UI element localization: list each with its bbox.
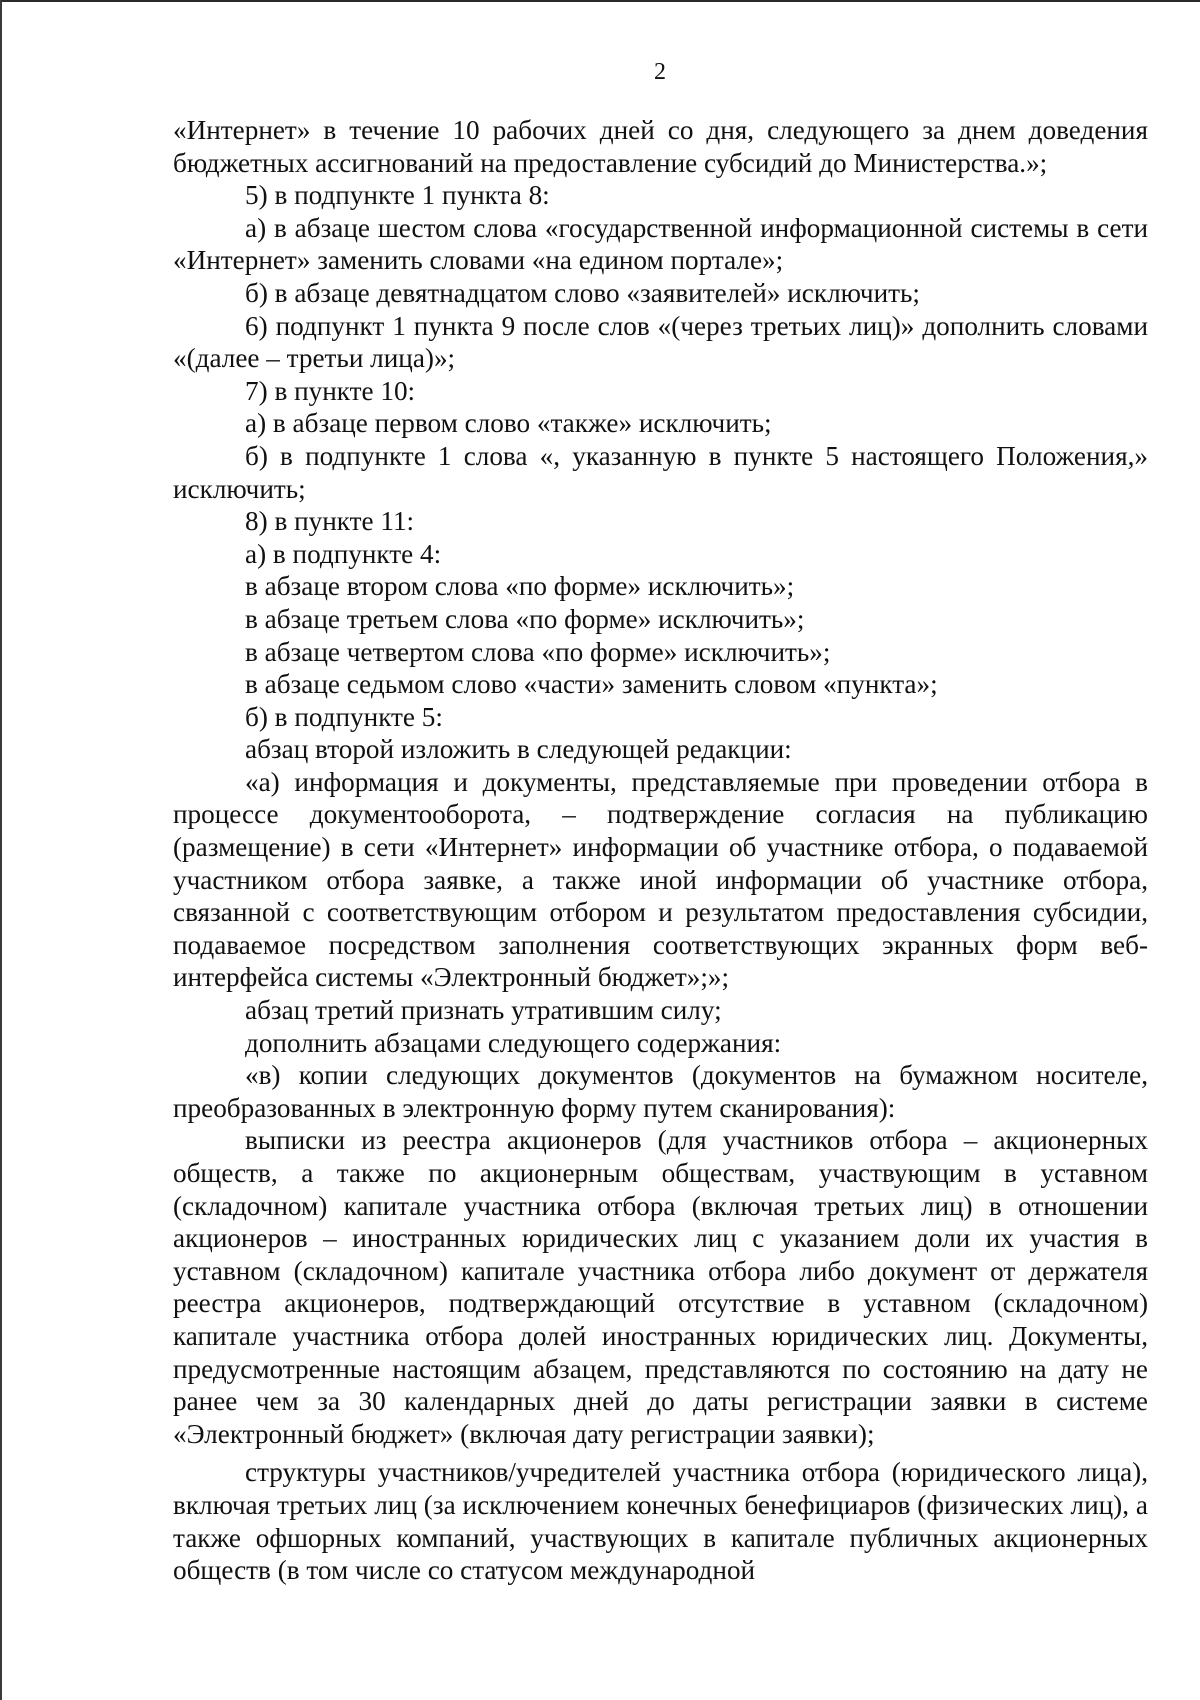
page-top-edge (0, 0, 1200, 2)
paragraph-item-8a: а) в подпункте 4: (245, 538, 442, 569)
paragraph-item-8a-line-4: в абзаце седьмом слово «части» заменить словом «пункта»; (245, 669, 938, 700)
paragraph-item-8: 8) в пункте 11: (245, 506, 415, 537)
paragraph-quote-v: «в) копии следующих документов (документов на бумажном носителе, преобразованных в электронную форму путем сканирования): (173, 1060, 1148, 1123)
paragraph-item-8b: б) в подпункте 5: (245, 701, 443, 732)
paragraph-item-5b: б) в абзаце девятнадцатом слово «заявителей» исключить; (245, 277, 920, 308)
paragraph-item-8b-line-3: дополнить абзацами следующего содержания: (245, 1027, 782, 1058)
paragraph-item-8a-line-1: в абзаце втором слова «по форме» исключить»; (245, 571, 795, 602)
paragraph-item-8b-line-1: абзац второй изложить в следующей редакции: (245, 734, 792, 765)
paragraph-item-5a: а) в абзаце шестом слова «государственной информационной системы в сети «Интернет» заменить словами «на едином портале»; (173, 212, 1148, 276)
paragraph-item-5: 5) в подпункте 1 пункта 8: (245, 180, 550, 211)
page-number: 2 (654, 59, 666, 85)
paragraph-item-8a-line-3: в абзаце четвертом слова «по форме» исключить»; (245, 636, 831, 667)
document-body (173, 114, 1148, 1587)
paragraph-item-7: 7) в пункте 10: (245, 375, 416, 406)
paragraph-continuation: «Интернет» в течение 10 рабочих дней со дня, следующего за днем доведения бюджетных ассигнований на предоставление субсидий до Министерства.»; (173, 115, 1148, 178)
paragraph-shareholder-register: выписки из реестра акционеров (для участников отбора – акционерных обществ, а также по акционерным обществам, участвующим в уставном (складочном) капитале участника отбора (включая третьих лиц) в отношении акционеров – иностранных юридических лиц с указанием доли их участия в уставном (складочном) капитале участника отбора либо документ от держателя реестра акционеров, подтверждающий отсутствие в уставном (складочном) капитале участника отбора долей иностранных юридических лиц. Документы, предусмотренные настоящим абзацем, представляются по состоянию на дату не ранее чем за 30 календарных дней до даты регистрации заявки в системе «Электронный бюджет» (включая дату регистрации заявки); (173, 1125, 1148, 1449)
paragraph-item-8a-line-2: в абзаце третьем слова «по форме» исключить»; (245, 603, 805, 634)
paragraph-item-7b: б) в подпункте 1 слова «, указанную в пункте 5 настоящего Положения,» исключить; (173, 440, 1148, 504)
paragraph-quote-a: «а) информация и документы, представляемые при проведении отбора в процессе документооборота, – подтверждение согласия на публикацию (размещение) в сети «Интернет» информации об участнике отбора, о подаваемой участником отбора заявке, а также иной информации об участнике отбора, связанной с соответствующим отбором и результатом предоставления субсидии, подаваемое посредством заполнения соответствующих экранных форм веб-интерфейса системы «Электронный бюджет»;»; (173, 766, 1148, 993)
paragraph-item-8b-line-2: абзац третий признать утратившим силу; (245, 995, 722, 1026)
paragraph-item-7a: а) в абзаце первом слово «также» исключить; (245, 408, 772, 439)
paragraph-participant-structure: структуры участников/учредителей участника отбора (юридического лица), включая третьих лиц (за исключением конечных бенефициаров (физических лиц), а также офшорных компаний, участвующих в капитале публичных акционерных обществ (в том числе со статусом международной (173, 1457, 1148, 1586)
paragraph-item-6: 6) подпункт 1 пункта 9 после слов «(через третьих лиц)» дополнить словами «(далее – третьи лица)»; (173, 310, 1148, 374)
page-left-edge (0, 0, 2, 1700)
